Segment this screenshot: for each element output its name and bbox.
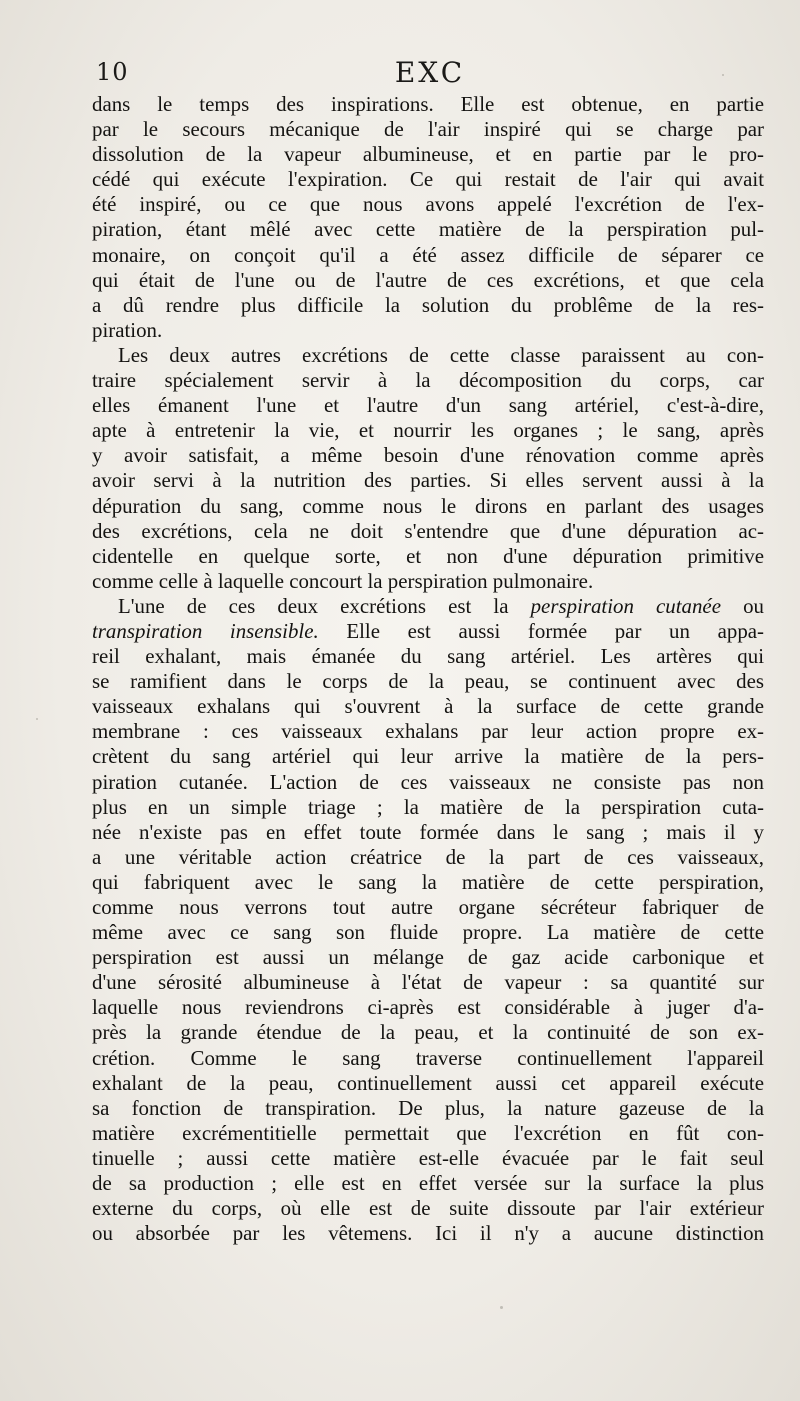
text-line: dissolution de la vapeur albumineuse, et en partie par le pro- — [92, 142, 764, 167]
text-line: même avec ce sang son fluide propre. La matière de cette — [92, 920, 764, 945]
text-line: qui était de l'une ou de l'autre de ces excrétions, et que cela — [92, 267, 764, 292]
text-segment: ou — [720, 593, 764, 618]
text-line: reil exhalant, mais émanée du sang artériel. Les artères qui — [92, 644, 764, 669]
text-line: y avoir satisfait, a même besoin d'une rénovation comme après — [92, 443, 764, 468]
paper-speck — [500, 1306, 503, 1309]
text-line: d'une sérosité albumineuse à l'état de vapeur : sa quantité sur — [92, 970, 764, 995]
text-line: crètent du sang artériel qui leur arrive la matière de la pers- — [92, 744, 764, 769]
text-line: apte à entretenir la vie, et nourrir les organes ; le sang, après — [92, 418, 764, 443]
text-line: cédé qui exécute l'expiration. Ce qui restait de l'air qui avait — [92, 167, 764, 192]
text-line: ou absorbée par les vêtemens. Ici il n'y a aucune distinction — [92, 1221, 764, 1246]
text-segment: L'une de ces deux excrétions est la — [118, 593, 531, 618]
text-line: a dû rendre plus difficile la solution du problême de la res- — [92, 292, 764, 317]
text-segment: Elle est aussi formée par un appa- — [318, 618, 764, 643]
text-line: près la grande étendue de la peau, et la continuité de son ex- — [92, 1020, 764, 1045]
paragraph-2 — [92, 343, 764, 594]
text-line: matière excrémentitielle permettait que l'excrétion en fût con- — [92, 1120, 764, 1145]
text-line: traire spécialement servir à la décomposition du corps, car — [92, 368, 764, 393]
text-line: vaisseaux exhalans qui s'ouvrent à la surface de cette grande — [92, 694, 764, 719]
text-line: laquelle nous reviendrons ci-après est considérable à juger d'a- — [92, 995, 764, 1020]
text-line: piration. — [92, 317, 163, 342]
text-line: piration cutanée. L'action de ces vaisseaux ne consiste pas non — [92, 769, 764, 794]
text-line: se ramifient dans le corps de la peau, se continuent avec des — [92, 669, 764, 694]
paragraph-3 — [92, 594, 764, 1246]
paper-speck — [36, 718, 38, 720]
text-line: comme nous verrons tout autre organe sécréteur fabriquer de — [92, 895, 764, 919]
italic-term: transpiration insensible. — [92, 618, 319, 643]
text-line: par le secours mécanique de l'air inspiré qui se charge par — [92, 117, 764, 142]
page-number: 10 — [96, 58, 129, 86]
text-line: perspiration est aussi un mélange de gaz acide carbonique et — [92, 945, 764, 970]
text-line: qui fabriquent avec le sang la matière de cette perspiration, — [92, 869, 764, 894]
text-line: sa fonction de transpiration. De plus, la nature gazeuse de la — [92, 1095, 764, 1120]
text-line: été inspiré, ou ce que nous avons appelé l'excrétion de l'ex- — [92, 192, 764, 217]
text-line: membrane : ces vaisseaux exhalans par leur action propre ex- — [92, 719, 764, 744]
paper-speck — [722, 74, 724, 76]
text-line: Les deux autres excrétions de cette classe paraissent au con- — [118, 342, 764, 367]
text-line: dans le temps des inspirations. Elle est obtenue, en partie — [92, 92, 764, 116]
text-line: piration, étant mêlé avec cette matière de la perspiration pul- — [92, 217, 764, 242]
text-line — [92, 619, 764, 644]
text-line: monaire, on conçoit qu'il a été assez difficile de séparer ce — [92, 242, 764, 267]
body-text — [92, 92, 764, 1246]
page-header — [96, 56, 764, 90]
text-line: plus en un simple triage ; la matière de la perspiration cuta- — [92, 794, 764, 819]
text-line: elles émanent l'une et l'autre d'un sang artériel, c'est-à-dire, — [92, 393, 764, 418]
text-line: cidentelle en quelque sorte, et non d'une dépuration primitive — [92, 543, 764, 568]
paragraph-1 — [92, 92, 764, 343]
text-line: exhalant de la peau, continuellement aussi cet appareil exécute — [92, 1070, 764, 1095]
italic-term: perspiration cutanée — [530, 593, 721, 618]
text-line: externe du corps, où elle est de suite dissoute par l'air extérieur — [92, 1196, 764, 1221]
text-line: dépuration du sang, comme nous le dirons en parlant des usages — [92, 493, 764, 518]
text-line — [92, 594, 764, 619]
running-head: EXC — [394, 56, 466, 89]
text-line: comme celle à laquelle concourt la perspiration pulmonaire. — [92, 568, 594, 593]
text-line: crétion. Comme le sang traverse continuellement l'appareil — [92, 1045, 764, 1070]
text-line: des excrétions, cela ne doit s'entendre que d'une dépuration ac- — [92, 518, 764, 543]
text-line: née n'existe pas en effet toute formée dans le sang ; mais il y — [92, 819, 764, 844]
text-line: a une véritable action créatrice de la part de ces vaisseaux, — [92, 844, 764, 869]
text-line: de sa production ; elle est en effet versée sur la surface la plus — [92, 1171, 764, 1196]
text-line: avoir servi à la nutrition des parties. Si elles servent aussi à la — [92, 468, 764, 493]
text-line: tinuelle ; aussi cette matière est-elle évacuée par le fait seul — [92, 1145, 764, 1170]
